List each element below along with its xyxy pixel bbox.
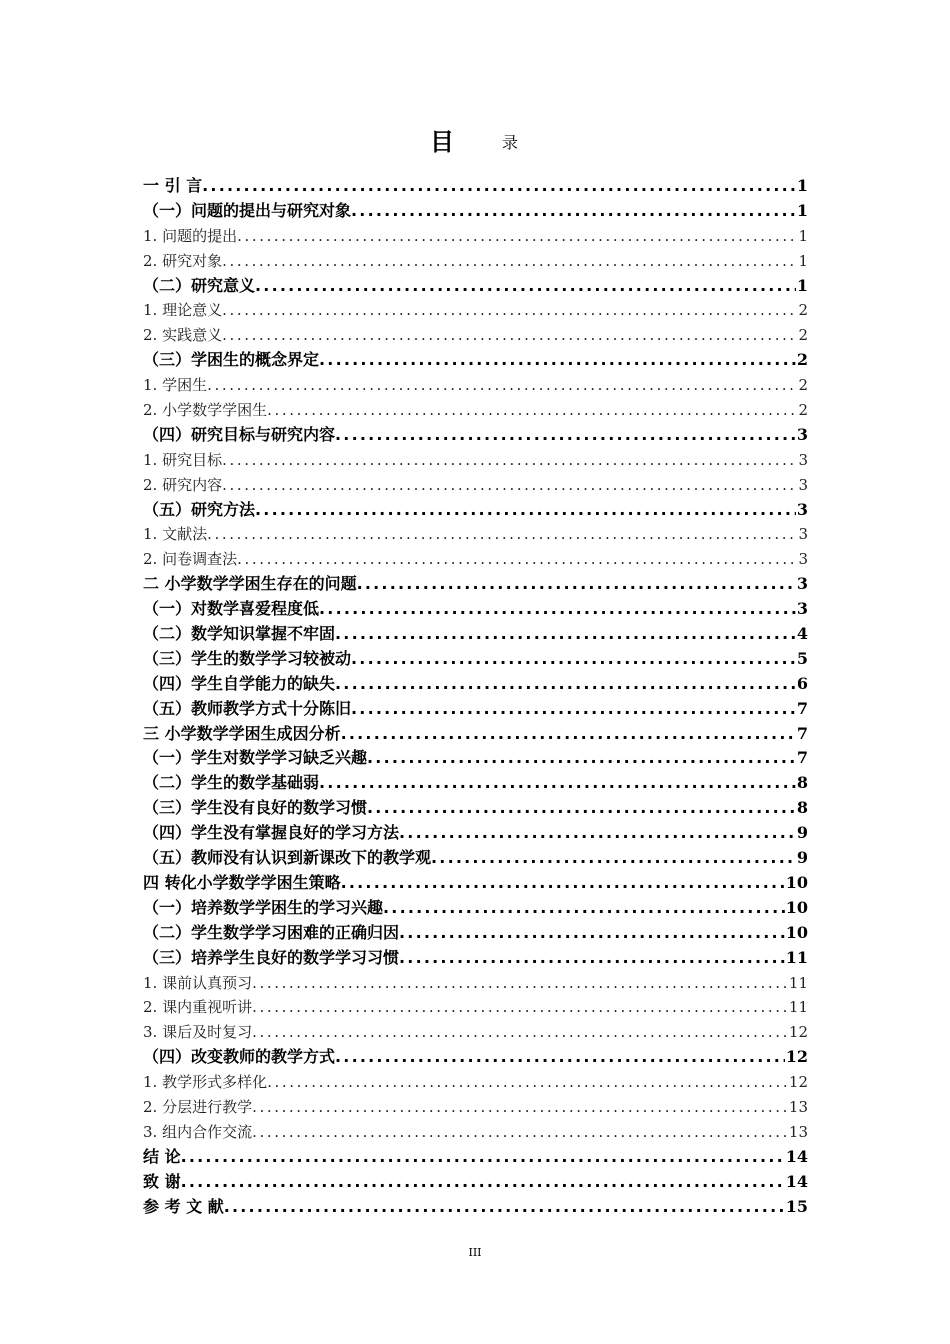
toc-entry[interactable] <box>143 896 808 921</box>
toc-entry-page: 2 <box>798 376 808 395</box>
toc-title-main: 目 <box>430 128 454 156</box>
toc-entry[interactable] <box>143 423 808 448</box>
toc-entry[interactable] <box>143 995 808 1020</box>
toc-entry-title: （四）学生没有掌握良好的学习方法 <box>143 823 400 843</box>
toc-title <box>0 120 950 154</box>
toc-title-sub: 录 <box>502 133 519 152</box>
toc-dot-leader <box>237 224 797 249</box>
toc-entry-title: （一）对数学喜爱程度低 <box>143 599 320 619</box>
toc-dot-leader <box>367 746 796 771</box>
toc-entry-page: 3 <box>798 550 808 569</box>
toc-entry-page: 2 <box>796 350 808 370</box>
toc-dot-leader <box>224 1195 785 1220</box>
toc-dot-leader <box>399 946 785 971</box>
toc-entry[interactable] <box>143 1195 808 1220</box>
toc-entry-title: （四）学生自学能力的缺失 <box>143 673 336 693</box>
toc-dot-leader <box>255 274 796 299</box>
toc-entry[interactable] <box>143 473 808 498</box>
toc-entry-title: （三）学困生的概念界定 <box>143 350 320 370</box>
toc-entry-title: 2. 分层进行教学 <box>143 1097 253 1116</box>
toc-entry-page: 1 <box>798 226 808 245</box>
page-number: III <box>468 1246 482 1259</box>
toc-entry-title: 3. 课后及时复习 <box>143 1023 253 1042</box>
toc-entry[interactable] <box>143 821 808 846</box>
toc-dot-leader <box>267 398 797 423</box>
toc-entry-page: 1 <box>796 176 808 195</box>
toc-entry-page: 4 <box>796 624 808 644</box>
toc-dot-leader <box>319 771 796 796</box>
toc-dot-leader <box>252 1120 788 1145</box>
toc-entry-page: 3 <box>796 599 808 619</box>
toc-dot-leader <box>357 572 796 597</box>
toc-entry-page: 1 <box>796 200 808 220</box>
toc-entry-page: 3 <box>798 450 808 469</box>
toc-entry-page: 12 <box>788 1073 808 1092</box>
toc-dot-leader <box>222 473 797 498</box>
toc-dot-leader <box>335 423 796 448</box>
toc-entry-title: 1. 教学形式多样化 <box>143 1073 268 1092</box>
toc-entry[interactable] <box>143 672 808 697</box>
toc-entry[interactable] <box>143 174 808 199</box>
toc-dot-leader <box>181 1170 785 1195</box>
toc-entry[interactable] <box>143 1095 808 1120</box>
toc-entry-page: 9 <box>796 823 808 843</box>
toc-dot-leader <box>399 921 785 946</box>
toc-entry-page: 5 <box>796 648 808 668</box>
toc-dot-leader <box>255 498 796 523</box>
toc-entry[interactable] <box>143 249 808 274</box>
toc-entry[interactable] <box>143 921 808 946</box>
toc-entry-title: （三）学生没有良好的数学习惯 <box>143 798 368 818</box>
toc-entry-page: 7 <box>796 698 808 718</box>
toc-dot-leader <box>207 522 797 547</box>
toc-entry[interactable] <box>143 946 808 971</box>
toc-entry-title: （五）教师教学方式十分陈旧 <box>143 698 352 718</box>
toc-entry-page: 3 <box>798 475 808 494</box>
toc-dot-leader <box>341 722 796 747</box>
toc-entry-page: 1 <box>796 275 808 295</box>
toc-entry[interactable] <box>143 697 808 722</box>
toc-entry-title: 一 引 言 <box>143 176 203 195</box>
toc-entry-page: 3 <box>798 525 808 544</box>
toc-entry[interactable] <box>143 298 808 323</box>
toc-dot-leader <box>383 896 785 921</box>
toc-dot-leader <box>335 1045 785 1070</box>
toc-dot-leader <box>267 1070 788 1095</box>
toc-entry-title: （三）学生的数学学习较被动 <box>143 648 352 668</box>
toc-entry-title: 结 论 <box>143 1146 181 1166</box>
toc-entry-page: 15 <box>785 1196 808 1216</box>
toc-entry[interactable] <box>143 1070 808 1095</box>
toc-entry-title: （二）学生数学学习困难的正确归因 <box>143 922 400 942</box>
toc-dot-leader <box>351 199 796 224</box>
toc-entry-page: 10 <box>785 897 808 917</box>
toc-entry-page: 3 <box>796 499 808 519</box>
toc-dot-leader <box>351 647 796 672</box>
toc-dot-leader <box>252 995 788 1020</box>
toc-entry-title: （一）培养数学学困生的学习兴趣 <box>143 897 384 917</box>
toc-entry-page: 11 <box>785 947 808 967</box>
toc-entry-title: 2. 课内重视听讲 <box>143 998 253 1017</box>
toc-entry[interactable] <box>143 547 808 572</box>
toc-entry-page: 13 <box>788 1097 808 1116</box>
toc-entry-title: 1. 理论意义 <box>143 301 223 320</box>
toc-entry-title: （五）研究方法 <box>143 499 256 519</box>
toc-dot-leader <box>367 796 796 821</box>
toc-entry-title: 致 谢 <box>143 1171 181 1191</box>
toc-entry[interactable] <box>143 348 808 373</box>
toc-entry-title: 1. 课前认真预习 <box>143 973 253 992</box>
toc-entry-title: （二）学生的数学基础弱 <box>143 773 320 793</box>
toc-entry-title: （三）培养学生良好的数学学习习惯 <box>143 947 400 967</box>
toc-dot-leader <box>207 373 797 398</box>
toc-entry-page: 13 <box>788 1122 808 1141</box>
toc-entry-title: 1. 研究目标 <box>143 450 223 469</box>
toc-entry-title: 2. 小学数学学困生 <box>143 401 268 420</box>
toc-entry[interactable] <box>143 1020 808 1045</box>
toc-entry[interactable] <box>143 746 808 771</box>
toc-entry-page: 1 <box>798 251 808 270</box>
toc-entry[interactable] <box>143 498 808 523</box>
toc-dot-leader <box>252 1020 788 1045</box>
toc-dot-leader <box>335 622 796 647</box>
toc-entry-title: 三 小学数学学困生成因分析 <box>143 723 341 743</box>
toc-entry[interactable] <box>143 448 808 473</box>
toc-entry[interactable] <box>143 771 808 796</box>
toc-dot-leader <box>181 1145 785 1170</box>
toc-entry[interactable] <box>143 274 808 299</box>
toc-entry-page: 2 <box>798 401 808 420</box>
toc-dot-leader <box>252 971 788 996</box>
toc-list <box>143 174 808 1219</box>
toc-entry-title: 1. 问题的提出 <box>143 226 238 245</box>
toc-entry-page: 12 <box>785 1047 808 1067</box>
toc-dot-leader <box>222 323 797 348</box>
toc-entry[interactable] <box>143 1120 808 1145</box>
toc-entry[interactable] <box>143 846 808 871</box>
toc-dot-leader <box>341 871 785 896</box>
toc-entry-title: （一）问题的提出与研究对象 <box>143 200 352 220</box>
toc-dot-leader <box>399 821 796 846</box>
toc-entry-page: 7 <box>796 723 808 743</box>
toc-dot-leader <box>319 348 796 373</box>
toc-entry-title: 2. 研究对象 <box>143 251 223 270</box>
toc-entry-title: 参 考 文 献 <box>143 1196 224 1216</box>
toc-entry[interactable] <box>143 871 808 896</box>
toc-dot-leader <box>351 697 796 722</box>
toc-dot-leader <box>222 448 797 473</box>
toc-entry-title: 2. 实践意义 <box>143 326 223 345</box>
toc-entry[interactable] <box>143 597 808 622</box>
toc-entry-title: （五）教师没有认识到新课改下的教学观 <box>143 848 432 868</box>
toc-entry[interactable] <box>143 373 808 398</box>
toc-entry-page: 11 <box>788 973 808 992</box>
toc-entry[interactable] <box>143 1145 808 1170</box>
toc-entry-page: 7 <box>796 748 808 768</box>
toc-entry-title: （四）改变教师的教学方式 <box>143 1047 336 1067</box>
toc-entry-page: 8 <box>796 773 808 793</box>
toc-entry-page: 11 <box>788 998 808 1017</box>
toc-entry-page: 8 <box>796 798 808 818</box>
toc-entry-title: 1. 学困生 <box>143 376 208 395</box>
toc-entry-page: 14 <box>785 1146 808 1166</box>
toc-entry-page: 2 <box>798 326 808 345</box>
toc-dot-leader <box>431 846 796 871</box>
toc-entry-page: 10 <box>785 872 808 892</box>
toc-entry-title: 1. 文献法 <box>143 525 208 544</box>
toc-entry-page: 2 <box>798 301 808 320</box>
toc-entry-title: （四）研究目标与研究内容 <box>143 424 336 444</box>
toc-entry-page: 14 <box>785 1171 808 1191</box>
toc-dot-leader <box>335 672 796 697</box>
toc-entry-title: 二 小学数学学困生存在的问题 <box>143 574 357 594</box>
toc-dot-leader <box>319 597 796 622</box>
toc-entry-page: 10 <box>785 922 808 942</box>
toc-entry[interactable] <box>143 971 808 996</box>
toc-entry[interactable] <box>143 398 808 423</box>
toc-entry-title: 2. 研究内容 <box>143 475 223 494</box>
toc-entry[interactable] <box>143 1170 808 1195</box>
toc-entry-page: 12 <box>788 1023 808 1042</box>
toc-entry[interactable] <box>143 522 808 547</box>
toc-entry-page: 6 <box>796 673 808 693</box>
toc-dot-leader <box>222 298 797 323</box>
toc-entry-page: 3 <box>796 574 808 594</box>
toc-entry-page: 9 <box>796 848 808 868</box>
toc-entry-title: （一）学生对数学学习缺乏兴趣 <box>143 748 368 768</box>
toc-entry[interactable] <box>143 622 808 647</box>
toc-entry[interactable] <box>143 572 808 597</box>
toc-entry[interactable] <box>143 323 808 348</box>
toc-entry[interactable] <box>143 199 808 224</box>
toc-dot-leader <box>222 249 797 274</box>
toc-dot-leader <box>237 547 797 572</box>
toc-entry-title: 2. 问卷调查法 <box>143 550 238 569</box>
toc-entry-title: 四 转化小学数学学困生策略 <box>143 872 341 892</box>
toc-entry[interactable] <box>143 1045 808 1070</box>
toc-entry-title: （二）研究意义 <box>143 275 256 295</box>
toc-dot-leader <box>202 174 796 199</box>
toc-entry[interactable] <box>143 647 808 672</box>
toc-entry-page: 3 <box>796 424 808 444</box>
toc-entry[interactable] <box>143 722 808 747</box>
toc-entry-title: 3. 组内合作交流 <box>143 1122 253 1141</box>
toc-entry[interactable] <box>143 224 808 249</box>
toc-entry-title: （二）数学知识掌握不牢固 <box>143 624 336 644</box>
toc-dot-leader <box>252 1095 788 1120</box>
toc-entry[interactable] <box>143 796 808 821</box>
